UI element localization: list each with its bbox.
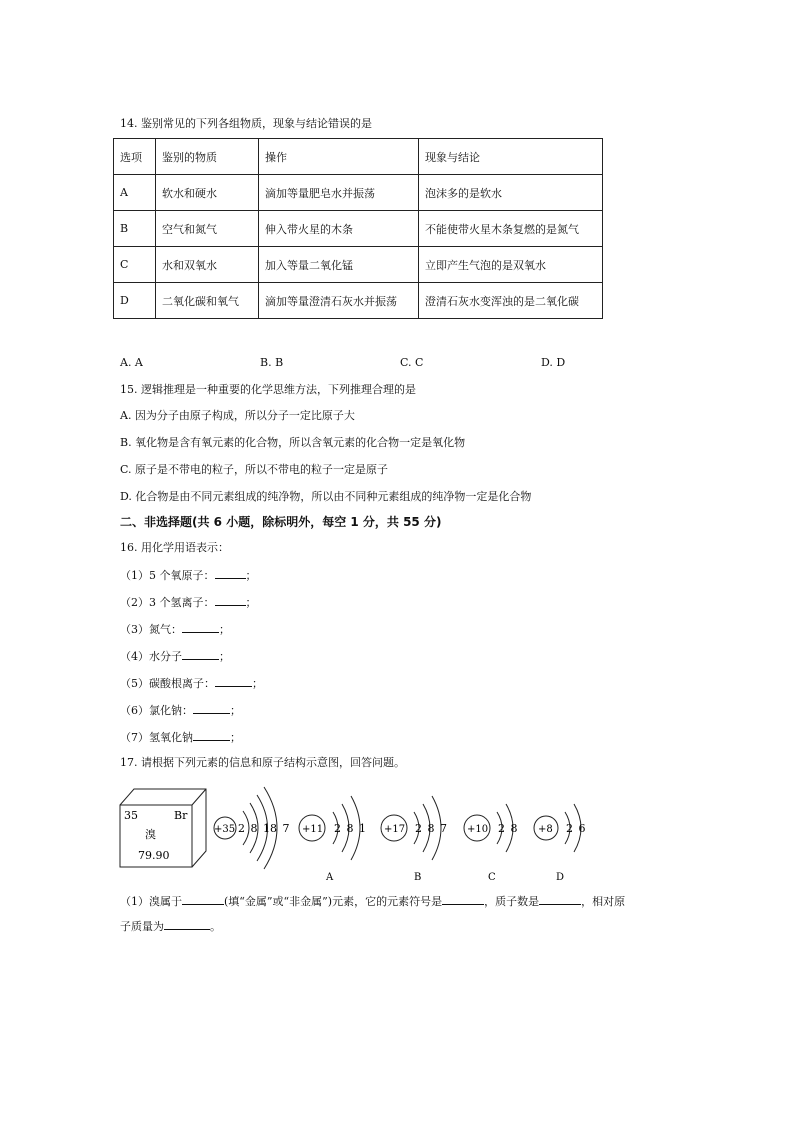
part1-text: (填“金属”或“非金属”)元素，它的元素符号是 bbox=[224, 895, 443, 908]
table-cell: B bbox=[114, 211, 156, 247]
atom-d bbox=[534, 804, 586, 883]
table-cell: 泡沫多的是软水 bbox=[419, 175, 603, 211]
q14-stem: 14. 鉴别常见的下列各组物质，现象与结论错误的是 bbox=[120, 117, 372, 130]
item-prefix: （3）氮气： bbox=[120, 623, 182, 636]
q16-stem: 16. 用化学用语表示： bbox=[120, 541, 229, 554]
q15-stem: 15. 逻辑推理是一种重要的化学思维方法，下列推理合理的是 bbox=[120, 383, 416, 396]
atom-br bbox=[214, 787, 289, 869]
table-cell: 加入等量二氧化锰 bbox=[259, 247, 419, 283]
element-atomic-number: 35 bbox=[124, 809, 138, 822]
nucleus-charge: +10 bbox=[467, 824, 489, 835]
q14-choice-c[interactable]: C. C bbox=[400, 356, 424, 369]
item-suffix: ； bbox=[252, 677, 263, 690]
atom-label: B bbox=[414, 872, 422, 883]
q14-choice-a[interactable]: A. A bbox=[120, 356, 143, 369]
shell-electrons: 2 8 1 bbox=[334, 822, 366, 835]
shell-electrons: 2 8 7 bbox=[415, 822, 447, 835]
nucleus-charge: +11 bbox=[302, 824, 324, 835]
table-cell: 软水和硬水 bbox=[156, 175, 259, 211]
answer-blank[interactable] bbox=[182, 893, 224, 905]
q15-option-c[interactable]: C. 原子是不带电的粒子，所以不带电的粒子一定是原子 bbox=[120, 463, 389, 476]
item-suffix: ； bbox=[230, 704, 241, 717]
table-cell: D bbox=[114, 283, 156, 319]
element-name: 溴 bbox=[145, 828, 156, 841]
part1-text: （1）溴属于 bbox=[120, 895, 182, 908]
table-cell: 水和双氧水 bbox=[156, 247, 259, 283]
item-prefix: （6）氯化钠： bbox=[120, 704, 193, 717]
item-suffix: ； bbox=[245, 596, 257, 609]
q17-stem: 17. 请根据下列元素的信息和原子结构示意图，回答问题。 bbox=[120, 756, 405, 769]
part1-text: 子质量为 bbox=[120, 920, 164, 933]
atom-label: C bbox=[488, 872, 496, 883]
table-cell: 伸入带火星的木条 bbox=[259, 211, 419, 247]
shell-electrons: 2 8 bbox=[498, 822, 518, 835]
nucleus-charge: +8 bbox=[538, 824, 553, 835]
q15-option-a[interactable]: A. 因为分子由原子构成，所以分子一定比原子大 bbox=[120, 409, 355, 422]
item-prefix: （2）3 个氢离子： bbox=[120, 596, 215, 609]
table-cell: C bbox=[114, 247, 156, 283]
table-cell: 澄清石灰水变浑浊的是二氧化碳 bbox=[419, 283, 603, 319]
part1-text: 。 bbox=[210, 920, 221, 933]
table-cell: 滴加等量肥皂水并振荡 bbox=[259, 175, 419, 211]
shell-electrons: 2 8 18 7 bbox=[238, 822, 290, 835]
part1-text: ，质子数是 bbox=[484, 895, 540, 908]
table-header-cell: 选项 bbox=[114, 139, 156, 175]
q14-choice-b[interactable]: B. B bbox=[260, 356, 284, 369]
item-suffix: ； bbox=[245, 569, 257, 582]
atom-label: D bbox=[556, 872, 565, 883]
item-suffix: ； bbox=[219, 623, 230, 636]
answer-blank[interactable] bbox=[442, 893, 484, 905]
nucleus-charge: +35 bbox=[214, 824, 236, 835]
nucleus-charge: +17 bbox=[384, 824, 406, 835]
item-prefix: （1）5 个氧原子： bbox=[120, 569, 215, 582]
atom-a bbox=[299, 796, 366, 883]
table-header-cell: 现象与结论 bbox=[419, 139, 603, 175]
table-cell: 滴加等量澄清石灰水并振荡 bbox=[259, 283, 419, 319]
atom-c bbox=[464, 804, 518, 883]
q14-choice-d[interactable]: D. D bbox=[541, 356, 566, 369]
atom-label: A bbox=[326, 872, 334, 883]
section2-heading: 二、非选择题(共 6 小题，除标明外，每空 1 分，共 55 分) bbox=[120, 515, 442, 529]
item-prefix: （7）氢氧化钠 bbox=[120, 731, 193, 744]
answer-blank[interactable] bbox=[164, 918, 210, 930]
table-header-cell: 鉴别的物质 bbox=[156, 139, 259, 175]
shell-electrons: 2 6 bbox=[566, 822, 586, 835]
element-symbol: Br bbox=[174, 809, 188, 822]
part1-text: ，相对原 bbox=[581, 895, 626, 908]
table-header-cell: 操作 bbox=[259, 139, 419, 175]
answer-blank[interactable] bbox=[539, 893, 581, 905]
item-prefix: （5）碳酸根离子： bbox=[120, 677, 215, 690]
table-cell: 不能使带火星木条复燃的是氮气 bbox=[419, 211, 603, 247]
element-mass: 79.90 bbox=[138, 849, 170, 862]
item-prefix: （4）水分子 bbox=[120, 650, 182, 663]
q17-part1-line1 bbox=[120, 893, 625, 909]
table-cell: 二氧化碳和氧气 bbox=[156, 283, 259, 319]
table-cell: 立即产生气泡的是双氧水 bbox=[419, 247, 603, 283]
table-cell: 空气和氮气 bbox=[156, 211, 259, 247]
item-suffix: ； bbox=[230, 731, 241, 744]
q15-option-d[interactable]: D. 化合物是由不同元素组成的纯净物，所以由不同种元素组成的纯净物一定是化合物 bbox=[120, 490, 532, 503]
q15-option-b[interactable]: B. 氧化物是含有氧元素的化合物，所以含氧元素的化合物一定是氧化物 bbox=[120, 436, 466, 449]
table-cell: A bbox=[114, 175, 156, 211]
atom-b bbox=[381, 796, 447, 883]
item-suffix: ； bbox=[219, 650, 230, 663]
q17-part1-line2 bbox=[120, 918, 221, 934]
